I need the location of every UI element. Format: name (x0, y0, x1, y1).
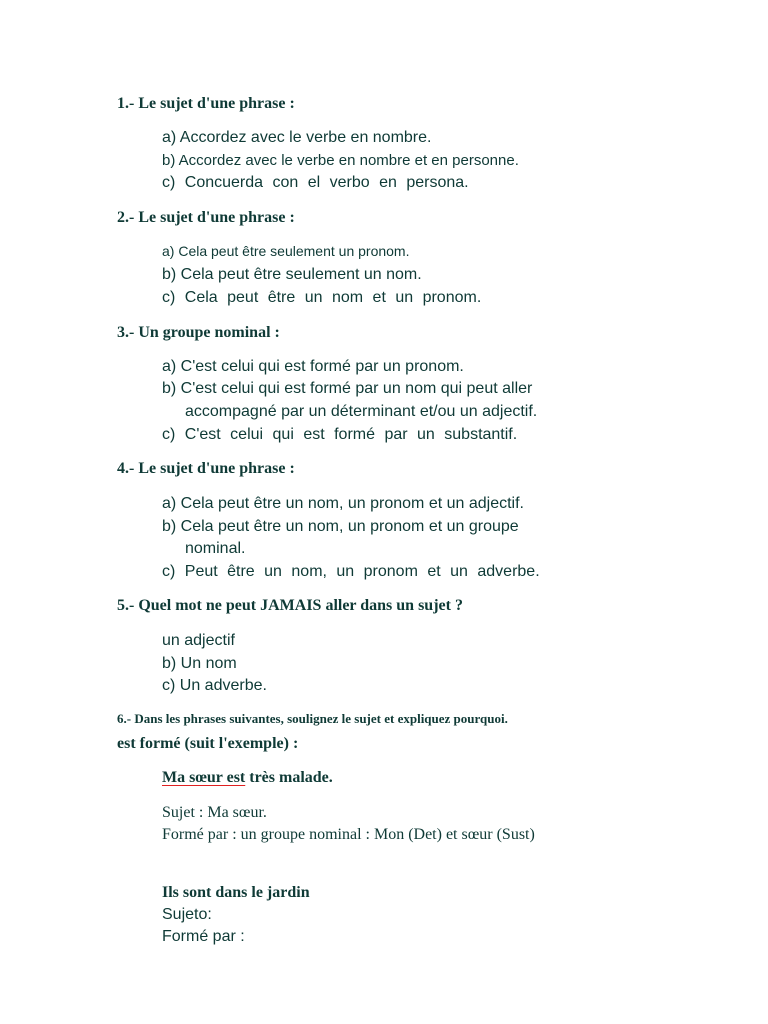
question-5-option-a: un adjectif (162, 632, 235, 649)
question-5-title: 5.- Quel mot ne peut JAMAIS aller dans un sujet ? (117, 597, 463, 614)
question-4-option-b-line1: b) Cela peut être un nom, un pronom et un groupe (162, 518, 519, 535)
example-sujet-line: Sujet : Ma sœur. (162, 804, 267, 821)
question-1-title: 1.- Le sujet d'une phrase : (117, 95, 295, 112)
question-3-option-b-line1: b) C'est celui qui est formé par un nom qui peut aller (162, 380, 533, 397)
exercise-sentence: Ils sont dans le jardin (162, 884, 310, 901)
question-6-subtitle: est formé (suit l'exemple) : (117, 735, 299, 752)
question-2-option-a: a) Cela peut être seulement un pronom. (162, 243, 410, 259)
question-1-option-c: c) Concuerda con el verbo en persona. (162, 174, 469, 191)
example-underlined-subject: Ma sœur est (162, 769, 246, 786)
question-2-option-c: c) Cela peut être un nom et un pronom. (162, 289, 482, 306)
question-3-option-a: a) C'est celui qui est formé par un pronom. (162, 358, 464, 375)
question-2-title: 2.- Le sujet d'une phrase : (117, 209, 295, 226)
question-1-option-b: b) Accordez avec le verbe en nombre et en personne. (162, 152, 519, 169)
example-sentence (162, 769, 333, 787)
question-4-option-c: c) Peut être un nom, un pronom et un adverbe. (162, 563, 540, 580)
question-4-option-b-line2: nominal. (185, 540, 246, 557)
example-forme-line: Formé par : un groupe nominal : Mon (Det) et sœur (Sust) (162, 826, 535, 843)
exercise-sujeto-label: Sujeto: (162, 906, 212, 923)
question-5-option-c: c) Un adverbe. (162, 677, 267, 694)
exercise-forme-label: Formé par : (162, 928, 245, 945)
question-1-option-a: a) Accordez avec le verbe en nombre. (162, 129, 432, 146)
question-2-option-b: b) Cela peut être seulement un nom. (162, 266, 422, 283)
question-4-title: 4.- Le sujet d'une phrase : (117, 460, 295, 477)
question-5-option-b: b) Un nom (162, 655, 237, 672)
question-4-option-a: a) Cela peut être un nom, un pronom et un adjectif. (162, 495, 524, 512)
question-6-title: 6.- Dans les phrases suivantes, soulignez le sujet et expliquez pourquoi. (117, 711, 508, 726)
question-3-option-b-line2: accompagné par un déterminant et/ou un adjectif. (185, 403, 538, 420)
question-3-title: 3.- Un groupe nominal : (117, 324, 280, 341)
example-sentence-rest: très malade. (245, 769, 333, 786)
question-3-option-c: c) C'est celui qui est formé par un substantif. (162, 426, 518, 443)
